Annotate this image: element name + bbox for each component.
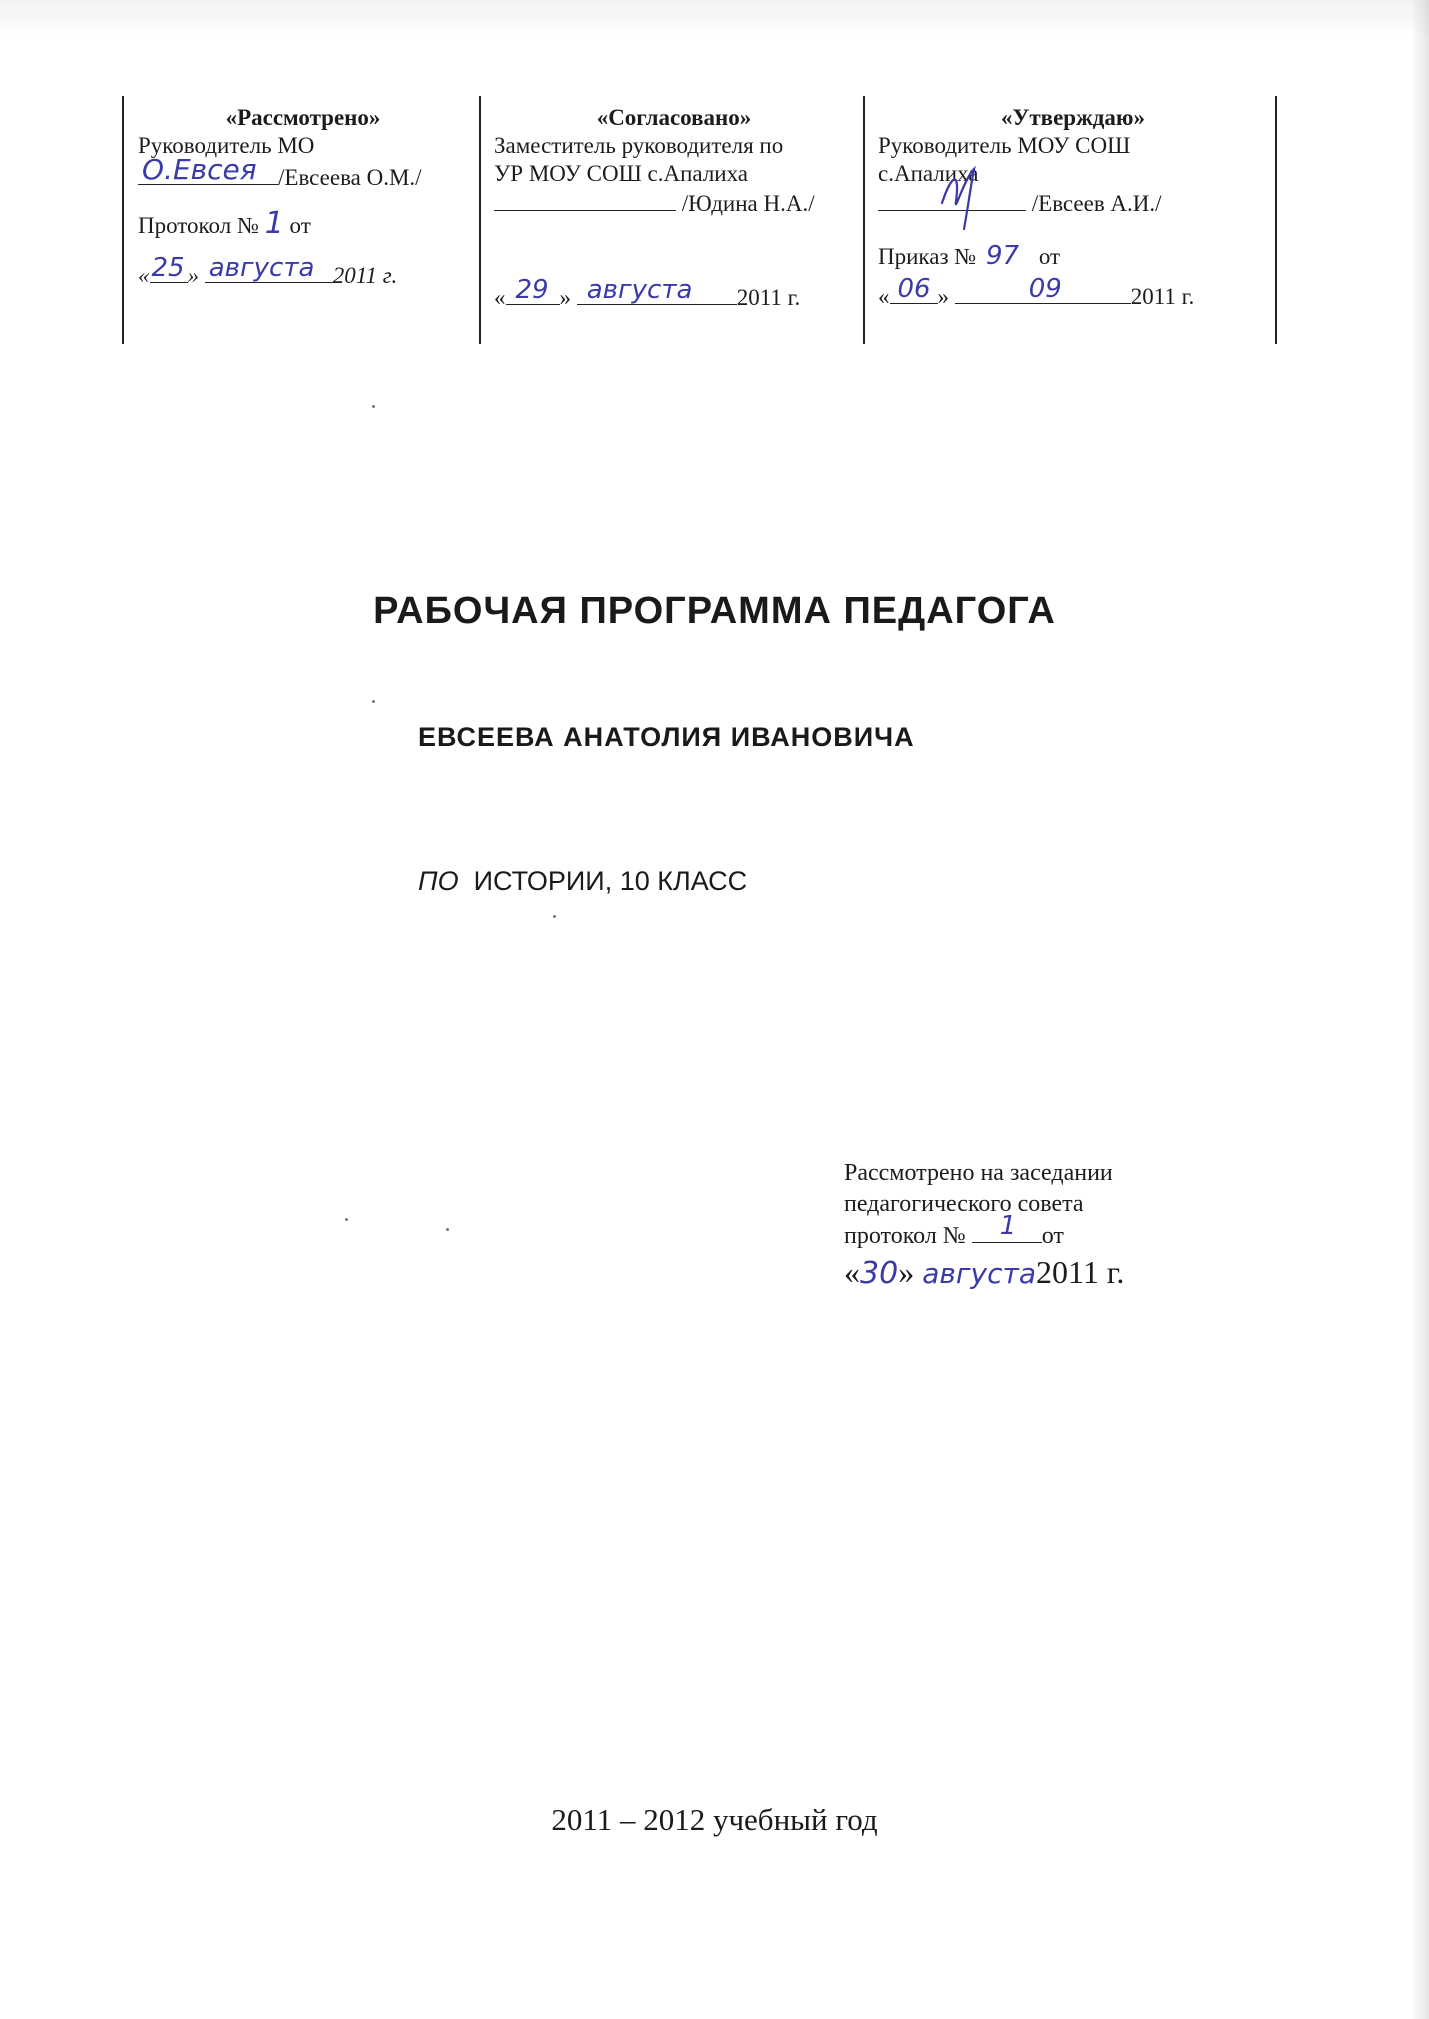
protocol-from: от	[1041, 1223, 1064, 1249]
agreed-role-line2: УР МОУ СОШ с.Апалиха	[494, 161, 749, 186]
reviewed-title: «Рассмотрено»	[225, 105, 381, 130]
council-block	[844, 1158, 1124, 1294]
subject-preposition: ПО	[418, 866, 459, 896]
reviewed-date	[138, 253, 468, 290]
month-handwritten: 09	[1028, 274, 1062, 304]
approval-block	[122, 96, 1280, 344]
scan-speck	[372, 405, 375, 408]
reviewed-signature-line	[138, 153, 468, 192]
agreed-signer: /Юдина Н.А./	[681, 191, 815, 216]
protocol-number-handwritten: 1	[999, 1211, 1017, 1241]
day-handwritten: 25	[151, 253, 185, 283]
council-protocol	[844, 1211, 1124, 1252]
quote-close: »	[187, 263, 199, 288]
day-field	[150, 253, 188, 283]
document-title: РАБОЧАЯ ПРОГРАММА ПЕДАГОГА	[373, 590, 1056, 632]
order-label: Приказ №	[878, 244, 977, 269]
signature-scribble-icon	[934, 163, 994, 233]
approved-column	[878, 104, 1268, 311]
year-text: 2011 г.	[1036, 1254, 1125, 1290]
agreed-signature-line	[494, 188, 854, 218]
scan-speck	[553, 915, 556, 918]
scan-shadow-top	[0, 0, 1429, 40]
day-field	[506, 275, 560, 305]
year-text: 2011 г.	[1130, 284, 1195, 309]
scan-speck	[345, 1218, 348, 1221]
reviewed-column	[138, 104, 468, 290]
order-number-handwritten: 97	[985, 241, 1020, 271]
council-line1: Рассмотрено на заседании	[844, 1160, 1113, 1186]
council-line2: педагогического совета	[844, 1191, 1084, 1217]
subject-line	[418, 866, 747, 897]
approved-date	[878, 274, 1268, 311]
year-text: 2011 г.	[736, 285, 801, 310]
approved-order	[878, 242, 1268, 271]
agreed-title: «Согласовано»	[596, 105, 752, 130]
quote-open: «	[138, 263, 150, 288]
month-handwritten: августа	[586, 275, 693, 305]
quote-open: «	[878, 284, 890, 309]
approved-signer: /Евсеев А.И./	[1031, 191, 1162, 216]
quote-close: »	[559, 285, 571, 310]
reviewed-signer: /Евсеева О.М./	[278, 165, 422, 190]
signature-handwritten: О.Евсея	[142, 153, 257, 186]
academic-year: 2011 – 2012 учебный год	[551, 1802, 878, 1837]
column-divider	[1275, 96, 1277, 344]
month-field	[205, 253, 333, 283]
approved-title: «Утверждаю»	[1001, 105, 1145, 130]
month-handwritten: августа	[208, 253, 315, 283]
teacher-name: ЕВСЕЕВА АНАТОЛИЯ ИВАНОВИЧА	[418, 722, 915, 752]
approved-signature-line	[878, 188, 1268, 218]
quote-open: «	[844, 1254, 860, 1290]
signature-field	[138, 153, 278, 186]
column-divider	[479, 96, 481, 344]
day-handwritten: 29	[515, 275, 549, 305]
protocol-label: Протокол №	[138, 213, 259, 238]
protocol-from: от	[289, 213, 311, 238]
protocol-label: протокол №	[844, 1223, 966, 1249]
column-divider	[863, 96, 865, 344]
scan-shadow-right	[1411, 0, 1429, 2019]
order-from: от	[1038, 244, 1061, 269]
agreed-date	[494, 275, 854, 312]
month-handwritten: августа	[922, 1257, 1036, 1290]
agreed-role-line1: Заместитель руководителя по	[494, 133, 784, 158]
quote-close: »	[937, 284, 949, 309]
signature-field	[494, 188, 676, 211]
approved-role-line1: Руководитель МОУ СОШ	[878, 133, 1131, 158]
day-handwritten: 06	[897, 274, 931, 304]
director-signature	[934, 163, 994, 240]
council-date	[844, 1252, 1124, 1294]
scan-speck	[372, 700, 375, 703]
protocol-number-handwritten: 1	[264, 206, 284, 241]
day-handwritten: 30	[860, 1256, 899, 1291]
protocol-number-field	[972, 1211, 1042, 1243]
quote-open: «	[494, 285, 506, 310]
approved-role-line2: с.Апалиха	[878, 161, 979, 186]
year-text: 2011 г.	[332, 263, 398, 288]
month-field	[955, 274, 1131, 304]
day-field	[890, 274, 938, 304]
subject-text: ИСТОРИИ, 10 КЛАСС	[473, 866, 748, 896]
signature-field	[878, 188, 1026, 211]
reviewed-protocol	[138, 206, 468, 241]
reviewed-role: Руководитель МО	[138, 133, 315, 158]
column-divider	[122, 96, 124, 344]
month-field	[577, 275, 737, 305]
scan-speck	[446, 1228, 449, 1231]
quote-close: »	[898, 1254, 915, 1290]
agreed-column	[494, 104, 854, 312]
